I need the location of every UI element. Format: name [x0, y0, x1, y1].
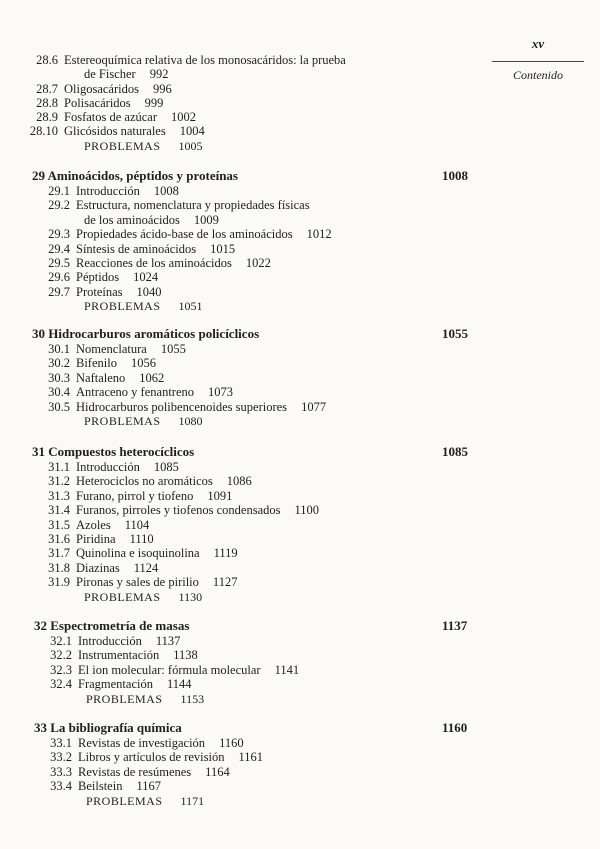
toc-entry: 29.5 Reacciones de los aminoácidos 1022 — [48, 256, 271, 270]
toc-entry: 29.6 Péptidos 1024 — [48, 270, 159, 285]
toc-entry: 33.1 Revistas de investigación 1160 — [50, 736, 244, 750]
toc-entry: 30.4 Antraceno y fenantreno 1073 — [48, 385, 233, 400]
problems-entry: PROBLEMAS 1051 — [84, 299, 203, 314]
problems-entry: PROBLEMAS 1005 — [84, 139, 203, 153]
toc-entry: 32.2 Instrumentación 1138 — [50, 648, 198, 663]
toc-entry: 30.1 Nomenclatura 1055 — [48, 342, 186, 356]
toc-entry: 31.6 Piridina 1110 — [48, 532, 154, 546]
page-number: xv — [531, 36, 545, 51]
toc-entry: 31.5 Azoles 1104 — [48, 517, 150, 532]
toc-entry: 31.7 Quinolina e isoquinolina 1119 — [48, 546, 238, 561]
toc-entry-continuation: de los aminoácidos 1009 — [84, 212, 219, 227]
problems-entry: PROBLEMAS 1171 — [86, 793, 205, 808]
toc-entry: 31.4 Furanos, pirroles y tiofenos condensados 1100 — [48, 503, 320, 518]
toc-entry: 29.4 Síntesis de aminoácidos 1015 — [48, 241, 236, 256]
toc-entry-continuation: de Fischer 992 — [84, 67, 169, 81]
toc-entry: 32.3 El ion molecular: fórmula molecular 1141 — [50, 662, 300, 677]
chapter-page-number: 1055 — [442, 326, 468, 341]
toc-entry: 31.2 Heterociclos no aromáticos 1086 — [48, 474, 252, 489]
toc-entry: 31.9 Pironas y sales de pirilio 1127 — [48, 575, 238, 590]
toc-entry: 30.5 Hidrocarburos polibencenoides superiores 1077 — [48, 399, 327, 414]
chapter-page-number: 1137 — [442, 618, 468, 633]
running-head-title: Contenido — [513, 68, 563, 82]
toc-entry: 28.10 Glicósidos naturales 1004 — [29, 124, 205, 138]
toc-entry: 33.2 Libros y artículos de revisión 1161 — [50, 750, 264, 765]
toc-entry: 30.3 Naftaleno 1062 — [48, 370, 165, 385]
chapter-title: 29 Aminoácidos, péptidos y proteínas — [32, 168, 238, 183]
problems-entry: PROBLEMAS 1080 — [84, 414, 203, 428]
toc-entry: 32.1 Introducción 1137 — [50, 634, 181, 648]
toc-entry: 33.3 Revistas de resúmenes 1164 — [50, 764, 230, 779]
toc-entry: 29.2 Estructura, nomenclatura y propiedades físicas — [48, 198, 310, 213]
toc-entry: 29.7 Proteínas 1040 — [48, 284, 162, 299]
toc-entry: 31.8 Diazinas 1124 — [48, 560, 159, 575]
chapter-page-number: 1160 — [442, 720, 468, 735]
chapter-page-number: 1008 — [442, 168, 468, 183]
toc-entry: 28.6 Estereoquímica relativa de los monosacáridos: la prueba — [36, 53, 346, 67]
toc-entry: 29.3 Propiedades ácido-base de los aminoácidos 1012 — [48, 227, 332, 242]
chapter-title: 33 La bibliografía química — [34, 720, 182, 735]
chapter-title: 31 Compuestos heterocíclicos — [32, 444, 195, 459]
problems-entry: PROBLEMAS 1153 — [86, 691, 205, 706]
chapter-title: 30 Hidrocarburos aromáticos policíclicos — [32, 326, 260, 341]
toc-entry: 31.3 Furano, pirrol y tiofeno 1091 — [48, 488, 233, 503]
header-rule — [492, 61, 584, 62]
toc-entry: 28.8 Polisacáridos 999 — [36, 96, 164, 110]
chapter-title: 32 Espectrometría de masas — [34, 618, 190, 633]
toc-entry: 32.4 Fragmentación 1144 — [50, 677, 192, 692]
toc-entry: 28.9 Fosfatos de azúcar 1002 — [36, 110, 197, 124]
toc-entry: 29.1 Introducción 1008 — [48, 184, 179, 198]
chapter-page-number: 1085 — [442, 444, 468, 459]
toc-entry: 31.1 Introducción 1085 — [48, 460, 179, 474]
problems-entry: PROBLEMAS 1130 — [84, 589, 203, 604]
toc-entry: 33.4 Beilstein 1167 — [50, 779, 161, 794]
running-header — [492, 36, 584, 83]
toc-entry: 28.7 Oligosacáridos 996 — [36, 82, 172, 96]
toc-entry: 30.2 Bifenilo 1056 — [48, 356, 156, 371]
